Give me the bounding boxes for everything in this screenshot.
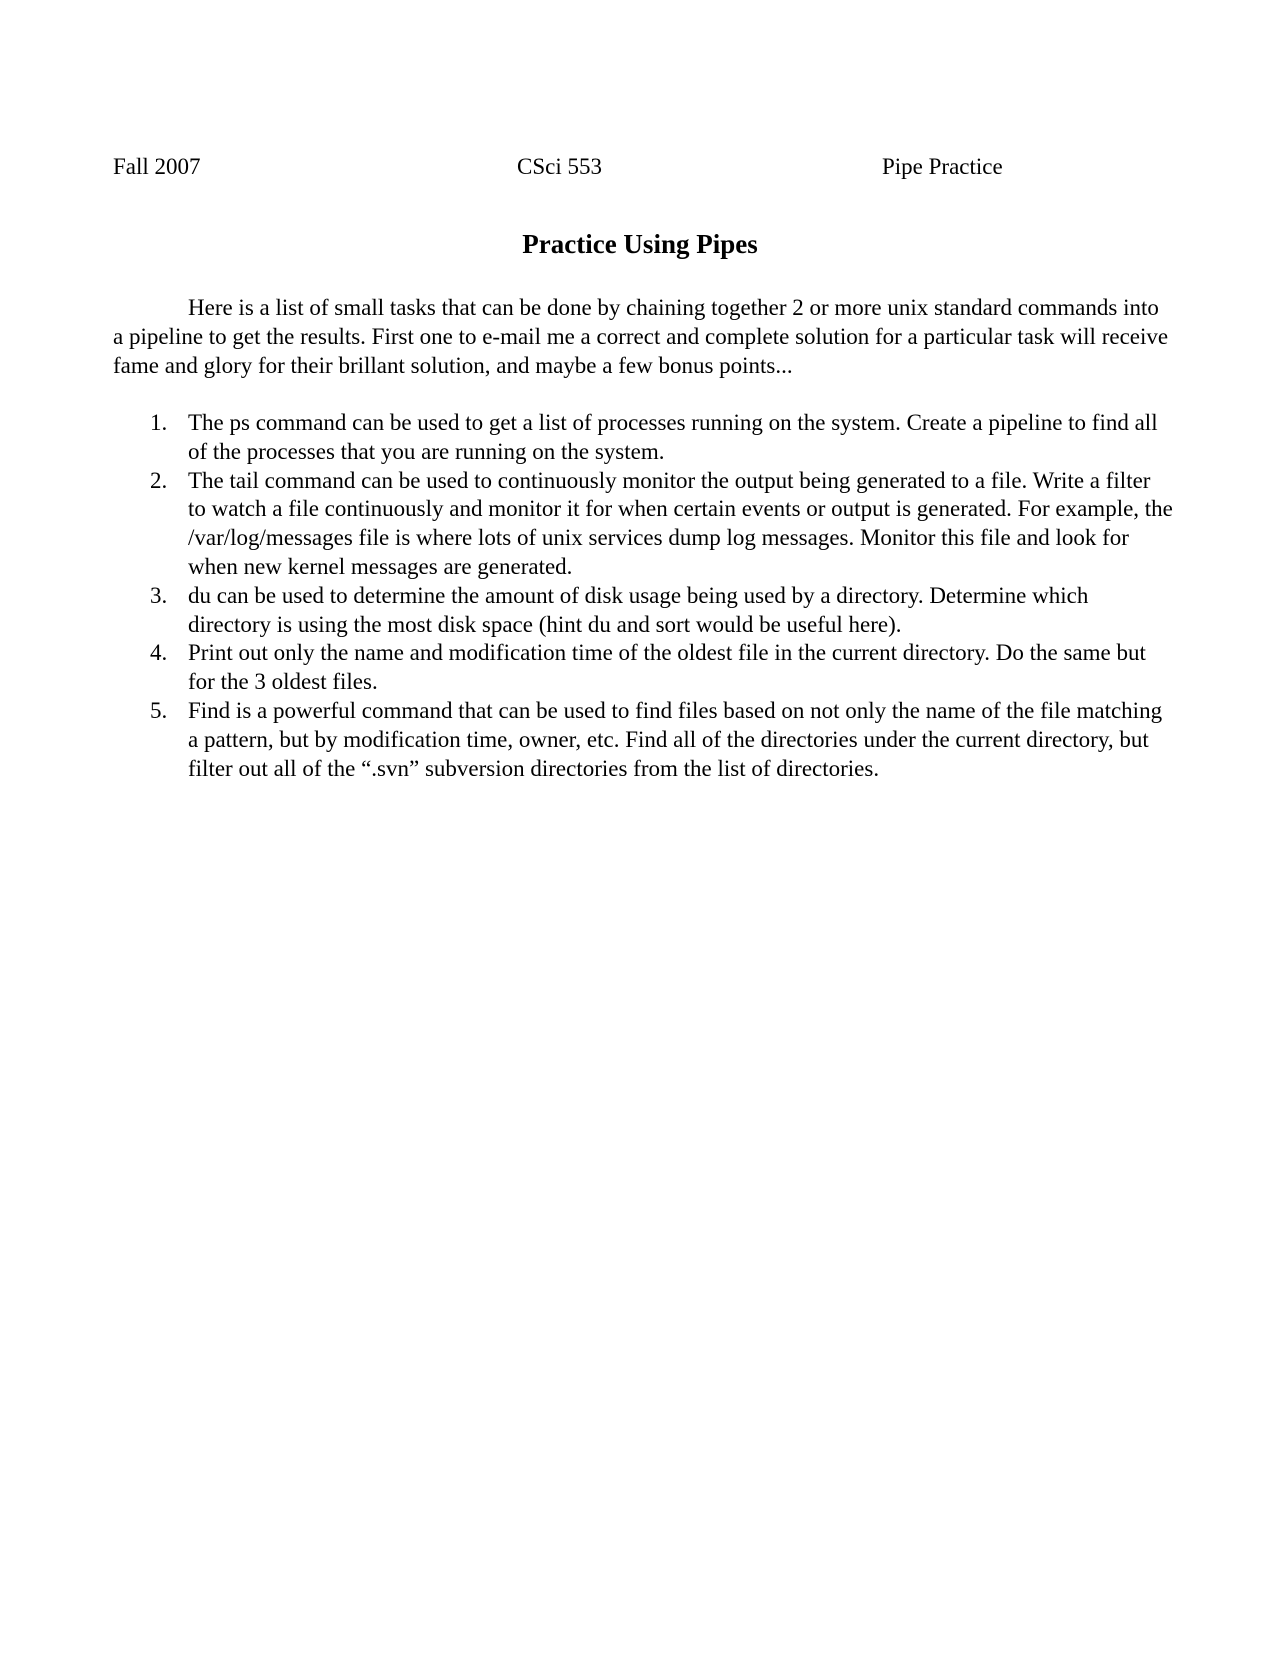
task-list bbox=[113, 409, 1173, 783]
header-assignment: Pipe Practice bbox=[882, 154, 1003, 179]
list-item-number: 5. bbox=[150, 697, 168, 723]
intro-paragraph: Here is a list of small tasks that can be done by chaining together 2 or more unix standard commands into a pipeline to get the results. First one to e-mail me a correct and complete solution for a particular task will receive fame and glory for their brillant solution, and maybe a few bonus points... bbox=[113, 295, 1169, 378]
list-item-text: Print out only the name and modification time of the oldest file in the current directory. Do the same but for the 3 oldest files. bbox=[188, 640, 1146, 695]
list-item bbox=[113, 639, 1173, 697]
list-item-text: The tail command can be used to continuously monitor the output being generated to a file. Write a filter to watch a file continuously and monitor it for when certain events or output is generated. For example, the /var/log/messages file is where lots of unix services dump log messages. Monitor this file and look for when new kernel messages are generated. bbox=[188, 467, 1173, 579]
list-item-number: 1. bbox=[150, 410, 168, 435]
page-header bbox=[0, 152, 1280, 182]
list-item-text: Find is a powerful command that can be used to find files based on not only the name of the file matching a pattern, but by modification time, owner, etc. Find all of the directories under the current directory, but filter out all of the “.svn” subversion directories from the list of directories. bbox=[188, 697, 1163, 781]
list-item-text: du can be used to determine the amount of disk usage being used by a directory. Determine which directory is using the most disk space (hint du and sort would be useful here). bbox=[188, 582, 1089, 637]
list-item bbox=[113, 467, 1173, 582]
header-semester: Fall 2007 bbox=[113, 154, 201, 179]
list-item-text: The ps command can be used to get a list of processes running on the system. Create a pipeline to find all of the processes that you are running on the system. bbox=[188, 410, 1158, 464]
list-item-number: 2. bbox=[150, 467, 168, 493]
header-course: CSci 553 bbox=[517, 154, 602, 179]
page-title: Practice Using Pipes bbox=[522, 229, 758, 259]
list-item-number: 3. bbox=[150, 582, 168, 608]
list-item-number: 4. bbox=[150, 640, 168, 666]
list-item bbox=[113, 582, 1173, 640]
list-item bbox=[113, 697, 1173, 783]
list-item bbox=[113, 409, 1173, 467]
